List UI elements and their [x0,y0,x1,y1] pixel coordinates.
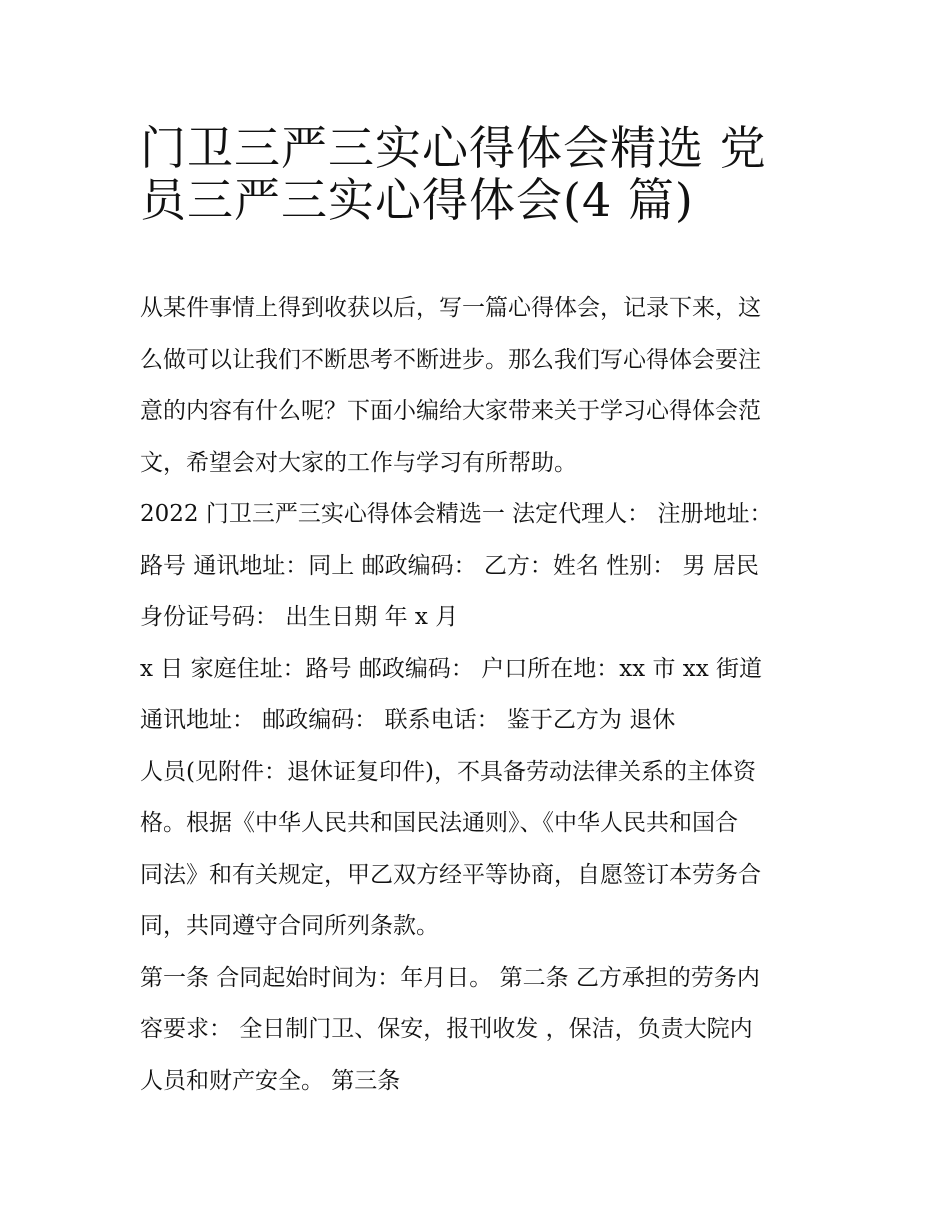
document-body [140,283,820,1107]
text-line: 意的内容有什么呢？下面小编给大家带来关于学习心得体会范 [140,398,761,424]
text-line: 么做可以让我们不断思考不断进步。那么我们写心得体会要注 [140,346,761,373]
paragraph-legal-basis [140,747,820,953]
text-line: 人员(见附件：退休证复印件)，不具备劳动法律关系的主体资 [140,758,756,785]
text-line: 从某件事情上得到收获以后，写一篇心得体会，记录下来，这 [140,295,761,321]
paragraph-clauses [140,953,820,1108]
text-line: 身份证号码： 出生日期 年 x 月 [140,604,459,630]
text-line: 同法》和有关规定，甲乙双方经平等协商，自愿签订本劳务合 [140,861,761,888]
paragraph-intro [140,283,820,489]
text-line: 第一条 合同起始时间为：年月日。 第二条 乙方承担的劳务内 [140,964,760,991]
title-line: 门卫三严三实心得体会精选 党 [140,121,767,175]
paragraph-address [140,644,820,747]
document-title [140,112,820,227]
text-line: 通讯地址： 邮政编码： 联系电话： 鉴于乙方为 退休 [140,707,676,733]
text-line: 人员和财产安全。 第三条 [140,1067,401,1094]
text-line: 2022 门卫三严三实心得体会精选一 法定代理人： 注册地址： [140,501,773,527]
text-line: 格。根据《中华人民共和国民法通则》、《中华人民共和国合 [140,810,738,836]
title-line: 员三严三实心得体会(4 篇) [140,172,694,227]
text-line: 路号 通讯地址：同上 邮政编码： 乙方：姓名 性别： 男 居民 [140,552,759,579]
text-line: 同，共同遵守合同所列条款。 [140,913,439,939]
text-line: 容要求： 全日制门卫、保安，报刊收发 ，保洁，负责大院内 [140,1016,753,1042]
text-line: 文，希望会对大家的工作与学习有所帮助。 [140,449,577,476]
text-line: x 日 家庭住址：路号 邮政编码： 户口所在地：xx 市 xx 街道 [140,655,763,682]
paragraph-parties [140,489,820,644]
